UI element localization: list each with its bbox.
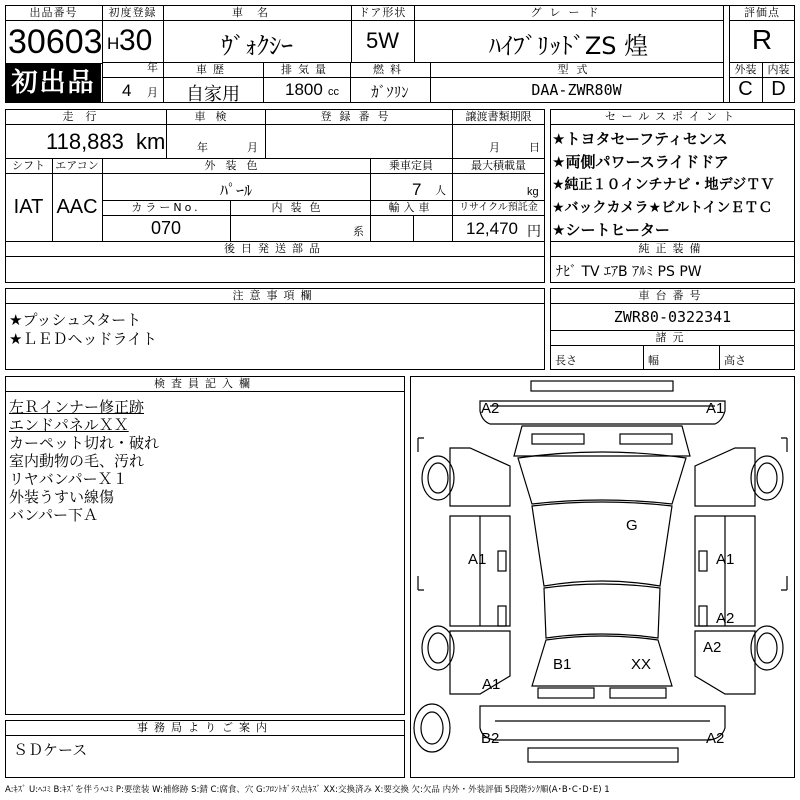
capacity-label: 乗車定員	[389, 159, 433, 172]
shift: IAT	[13, 196, 44, 218]
displacement-label: 排気量	[281, 63, 332, 76]
inspector-note-4: 室内動物の毛、汚れ	[9, 452, 145, 470]
damage-mark-rear-bumper-right: A2	[706, 730, 725, 747]
grade: ﾊｲﾌﾞﾘｯﾄﾞZS 煌	[488, 32, 649, 60]
ac-label: エアコン	[55, 159, 99, 172]
later-parts-label: 後日発送部品	[224, 242, 326, 255]
color-no-label: カラーNo.	[131, 201, 201, 214]
inspection-label: 車検	[194, 110, 237, 123]
inspection-year-unit: 年	[197, 141, 209, 154]
interior-color-label: 内装色	[271, 201, 329, 214]
displacement-unit: cc	[328, 86, 339, 98]
inspector-note-2: エンドパネルＸＸ	[9, 416, 129, 434]
max-load-unit: kg	[527, 186, 539, 198]
reg-date-label: 初度登録	[108, 6, 157, 19]
sales-point-3: ★純正１０インチナビ・地デジＴＶ	[552, 177, 775, 193]
damage-mark-left-rear-fender: A1	[482, 676, 501, 693]
recycle-fee: 12,470	[466, 219, 518, 238]
damage-mark-tailgate-right: XX	[631, 656, 652, 673]
reg-year-unit: 年	[147, 61, 159, 74]
displacement: 1800	[285, 80, 323, 99]
length-label: 長さ	[555, 354, 577, 367]
sales-points-label: セールスポイント	[604, 110, 740, 123]
inspection-month-unit: 月	[247, 141, 259, 154]
mileage-label: 走行	[62, 110, 109, 123]
reg-month-unit: 月	[147, 86, 159, 99]
exterior-score-label: 外装	[734, 63, 757, 76]
reg-era: H	[107, 34, 120, 53]
damage-mark-front-right: A1	[706, 400, 725, 417]
inspector-label: 検査員記入欄	[154, 377, 256, 390]
equipment-label: 純正装備	[638, 242, 707, 255]
history: 自家用	[186, 84, 240, 105]
dimensions-label: 諸元	[655, 331, 690, 344]
model-label: 型式	[557, 63, 596, 76]
capacity: 7	[412, 180, 422, 199]
history-label: 車歴	[196, 63, 230, 76]
inspector-note-3: カーペット切れ・破れ	[9, 434, 160, 452]
interior-score: D	[771, 78, 786, 100]
ac: AAC	[56, 196, 98, 218]
fuel: ｶﾞｿﾘﾝ	[371, 83, 409, 101]
height-label: 高さ	[724, 354, 746, 367]
recycle-unit: 円	[527, 224, 541, 240]
car-name: ｳﾞｫｸｼｰ	[221, 32, 293, 60]
damage-mark-front-left: A2	[481, 400, 500, 417]
score-label: 評価点	[744, 6, 780, 19]
mileage-unit: km	[136, 129, 166, 154]
exterior-color: ﾊﾟｰﾙ	[219, 181, 252, 200]
note-1: ★プッシュスタート	[9, 311, 142, 329]
door-type: 5W	[366, 28, 399, 53]
transfer-day-unit: 日	[529, 141, 541, 154]
sales-point-5: ★シートヒーター	[552, 221, 670, 239]
inspector-note-1: 左Ｒインナー修正跡	[9, 398, 145, 416]
inspector-note-6: 外装うすい線傷	[9, 488, 115, 506]
color-no: 070	[150, 218, 182, 238]
office-label: 事務局よりご案内	[137, 721, 273, 734]
exterior-color-label: 外装色	[204, 159, 268, 172]
damage-mark-right-rear-door: A2	[716, 610, 735, 627]
first-listing-badge: 初出品	[6, 64, 101, 102]
lot-number: 30603	[8, 23, 103, 61]
chassis-label: 車台番号	[638, 289, 707, 302]
office-note: ＳＤケース	[13, 741, 88, 759]
import-label: 輸入車	[388, 201, 434, 214]
model: DAA-ZWR80W	[531, 81, 622, 99]
width-label: 幅	[648, 354, 659, 367]
damage-mark-tailgate-left: B1	[553, 656, 572, 673]
sales-point-1: ★トヨタセーフティセンス	[552, 130, 728, 148]
sales-point-2: ★両側パワースライドドア	[552, 153, 729, 171]
car-name-label: 車名	[232, 6, 282, 19]
reg-year: 30	[119, 24, 153, 57]
door-label: ドア形状	[358, 6, 407, 19]
reg-number-label: 登録番号	[320, 110, 397, 123]
inspector-note-5: リヤバンパーＸ１	[9, 470, 128, 488]
grade-label: グレード	[530, 6, 607, 19]
sales-point-4: ★バックカメラ★ビルトインＥＴＣ	[552, 200, 773, 216]
mileage: 118,883	[46, 129, 124, 154]
damage-mark-right-front-door: A1	[716, 551, 735, 568]
recycle-label: リサイクル預託金	[459, 202, 538, 213]
chassis-number: ZWR80-0322341	[613, 308, 732, 326]
damage-mark-left-front-door: A1	[468, 551, 487, 568]
interior-score-label: 内装	[767, 63, 790, 76]
fuel-label: 燃料	[373, 63, 407, 76]
overall-score: R	[751, 24, 773, 55]
equipment: ﾅﾋﾞ TV ｴｱB ｱﾙﾐ PS PW	[556, 264, 702, 280]
transfer-month-unit: 月	[489, 141, 501, 154]
inspector-note-7: バンパー下Ａ	[9, 506, 98, 524]
lot-number-label: 出品番号	[29, 6, 78, 19]
shift-label: シフト	[12, 159, 45, 172]
legend: A:ｷｽﾞ U:ﾍｺﾐ B:ｷｽﾞを伴うﾍｺﾐ P:要塗装 W:補修跡 S:錆 C:腐食、穴 G:ﾌﾛﾝﾄｶﾞﾗｽ点ｷｽﾞ XX:交換済み X:要交換 欠:欠品 内外・外装評価 5段階ﾗﾝｸ順(A･B･C･D･E) 1	[5, 785, 610, 795]
reg-month: 4	[122, 81, 132, 100]
damage-mark-windshield: G	[626, 517, 638, 534]
exterior-score: C	[738, 78, 753, 100]
note-2: ★ＬＥＤヘッドライト	[9, 330, 157, 348]
capacity-unit: 人	[435, 184, 447, 197]
interior-color-unit: 系	[353, 225, 365, 238]
damage-mark-rear-bumper-left: B2	[481, 730, 500, 747]
damage-mark-right-rear-fender: A2	[703, 639, 722, 656]
car-diagram	[410, 376, 795, 778]
max-load-label: 最大積載量	[471, 159, 526, 172]
transfer-deadline-label: 譲渡書類期限	[465, 110, 532, 123]
notes-label: 注意事項欄	[232, 289, 318, 302]
